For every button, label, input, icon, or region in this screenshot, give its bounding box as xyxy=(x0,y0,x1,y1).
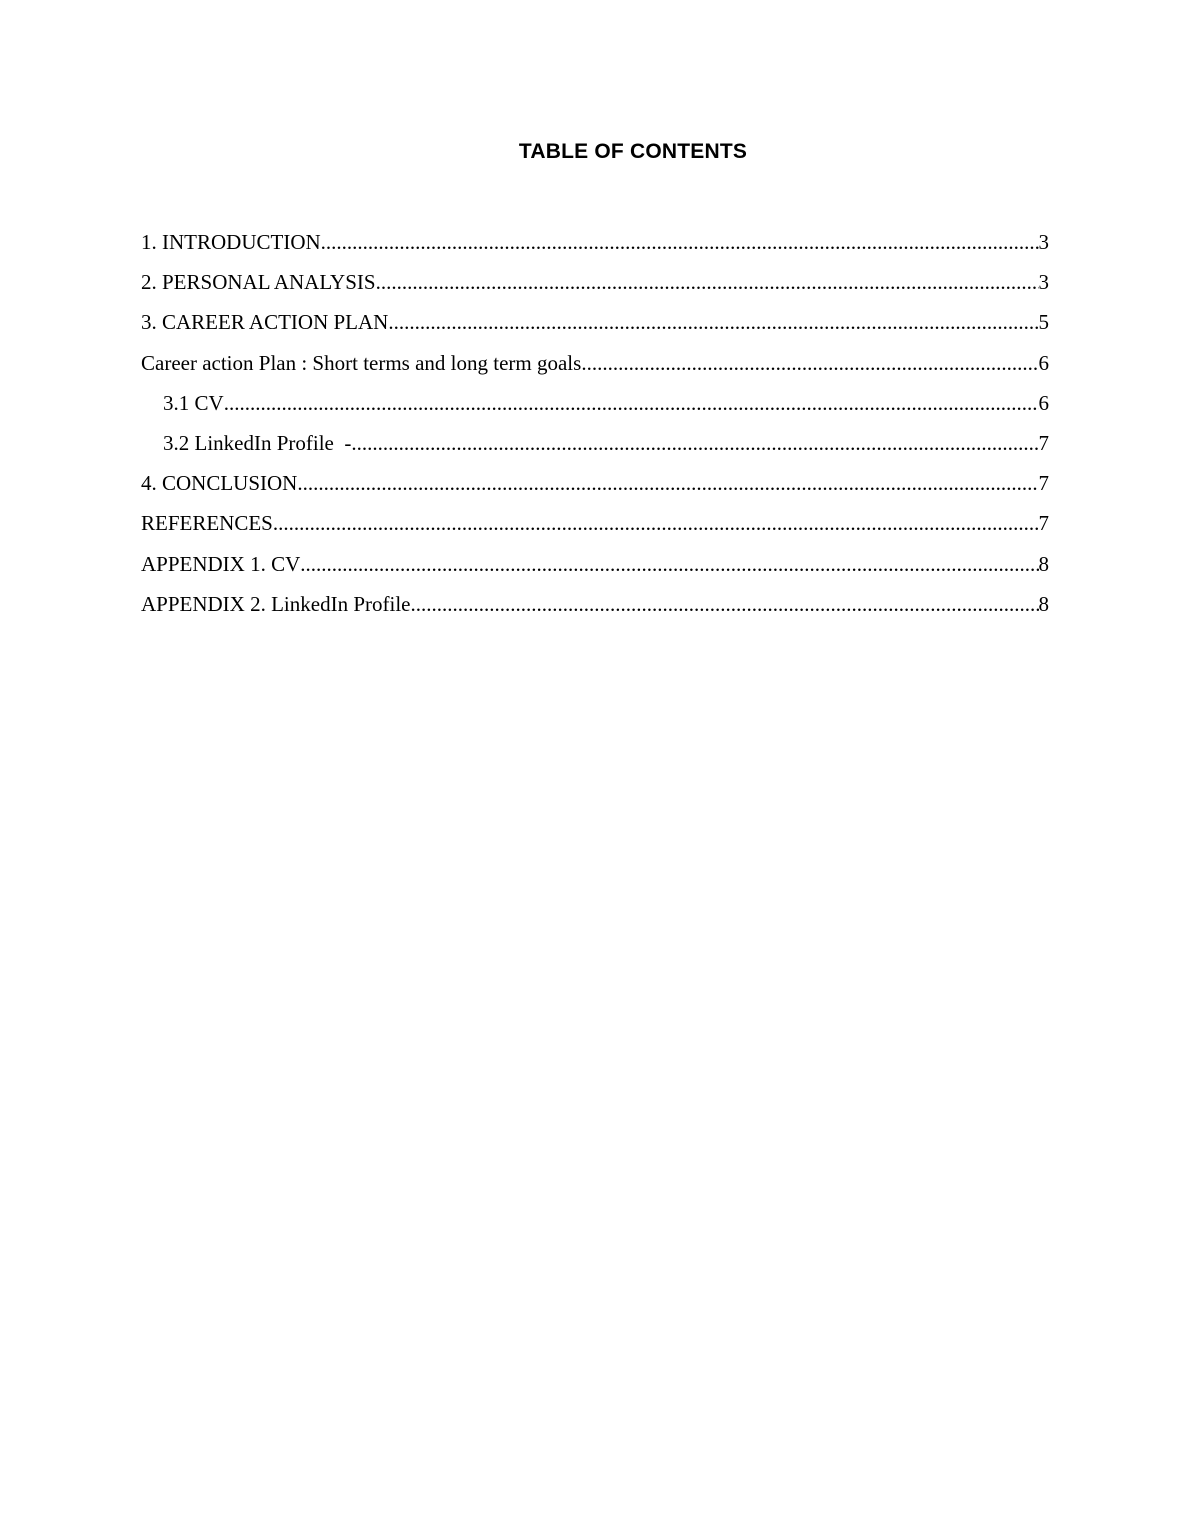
toc-entry-page-number: 7 xyxy=(1038,511,1049,536)
dot-leader xyxy=(224,391,1039,416)
dot-leader xyxy=(351,431,1038,456)
toc-entry-page-number: 7 xyxy=(1038,471,1049,496)
toc-list xyxy=(141,230,1049,632)
toc-entry-label: APPENDIX 2. LinkedIn Profile xyxy=(141,591,411,616)
toc-entry-label: Career action Plan : Short terms and long term goals xyxy=(141,350,582,375)
dot-leader xyxy=(300,552,1038,577)
toc-entry-page-number: 6 xyxy=(1038,350,1049,375)
toc-entry-label: REFERENCES xyxy=(141,511,273,536)
toc-entry-label: 3.1 CV xyxy=(163,390,224,415)
toc-entry-personal-analysis[interactable] xyxy=(141,270,1049,310)
toc-entry-page-number: 8 xyxy=(1038,591,1049,616)
toc-entry-page-number: 6 xyxy=(1038,390,1049,415)
toc-entry-page-number: 3 xyxy=(1038,270,1049,295)
toc-entry-appendix-cv[interactable] xyxy=(141,552,1049,592)
dot-leader xyxy=(273,511,1039,536)
toc-entry-introduction[interactable] xyxy=(141,230,1049,270)
dot-leader xyxy=(581,351,1038,376)
toc-entry-page-number: 8 xyxy=(1038,551,1049,576)
toc-entry-label: 2. PERSONAL ANALYSIS xyxy=(141,270,376,295)
toc-entry-page-number: 5 xyxy=(1038,310,1049,335)
dot-leader xyxy=(388,310,1038,335)
toc-entry-career-action-plan[interactable] xyxy=(141,310,1049,350)
toc-entry-page-number: 7 xyxy=(1038,430,1049,455)
toc-entry-label: APPENDIX 1. CV xyxy=(141,551,301,576)
toc-entry-cv[interactable] xyxy=(141,391,1049,431)
toc-entry-page-number: 3 xyxy=(1038,230,1049,254)
dot-leader xyxy=(410,592,1038,617)
toc-title: TABLE OF CONTENTS xyxy=(518,140,748,163)
toc-entry-label: 4. CONCLUSION xyxy=(141,471,298,496)
toc-entry-label: 1. INTRODUCTION xyxy=(141,230,321,254)
toc-entry-appendix-linkedin[interactable] xyxy=(141,592,1049,632)
toc-entry-references[interactable] xyxy=(141,511,1049,551)
toc-entry-linkedin-profile[interactable] xyxy=(141,431,1049,471)
toc-entry-label: 3.2 LinkedIn Profile - xyxy=(163,430,352,455)
toc-entry-label: 3. CAREER ACTION PLAN xyxy=(141,310,389,335)
dot-leader xyxy=(376,270,1039,295)
toc-entry-short-long-term-goals[interactable] xyxy=(141,351,1049,391)
toc-entry-conclusion[interactable] xyxy=(141,471,1049,511)
dot-leader xyxy=(321,230,1039,255)
dot-leader xyxy=(297,471,1038,496)
